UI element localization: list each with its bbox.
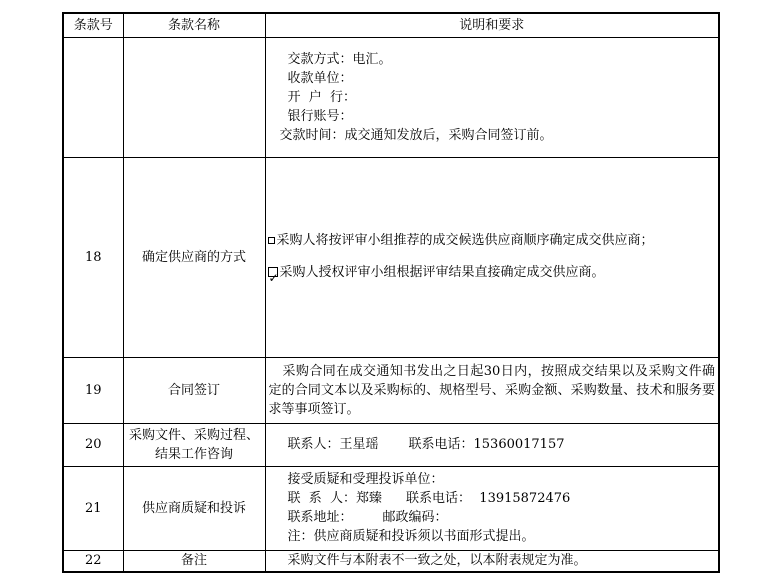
complaint-address-line [274, 508, 716, 527]
contact-phone: 联系电话：15360017157 [408, 437, 565, 452]
contact-line [274, 435, 716, 454]
option-sequential-label: 采购人将按评审小组推荐的成交候选供应商顺序确定成交供应商； [276, 233, 654, 248]
cell-description [265, 466, 719, 550]
bank-account: 银行账号： [287, 108, 353, 124]
complaint-contact-phone: 联系电话： 13915872476 [406, 491, 571, 506]
cell-clause-no: 20 [63, 423, 123, 466]
bank-name: 开 户 行： [287, 89, 357, 105]
cell-clause-name: 备注 [123, 550, 265, 572]
option-sequential[interactable] [268, 225, 716, 257]
contact-person: 联系人：王星瑶 [287, 437, 379, 452]
clause-table [62, 12, 720, 573]
header-clause-no: 条款号 [63, 13, 123, 37]
cell-description [265, 423, 719, 466]
cell-clause-name: 合同签订 [123, 357, 265, 423]
cell-clause-no: 18 [63, 157, 123, 357]
header-description: 说明和要求 [265, 13, 719, 37]
header-row [63, 13, 719, 37]
complaint-contact-person: 联 系 人：郑臻 [287, 491, 383, 506]
cell-clause-name: 确定供应商的方式 [123, 157, 265, 357]
table-row-18 [63, 157, 719, 357]
header-clause-name: 条款名称 [123, 13, 265, 37]
cell-clause-no [63, 37, 123, 157]
cell-clause-name [123, 37, 265, 157]
table-row-22 [63, 550, 719, 572]
cell-clause-name: 供应商质疑和投诉 [123, 466, 265, 550]
option-authorized-label: 采购人授权评审小组根据评审结果直接确定成交供应商。 [279, 265, 605, 280]
cell-clause-name [123, 423, 265, 466]
clause-name-line2: 结果工作咨询 [154, 446, 233, 462]
table-row-payment [63, 37, 719, 157]
cell-clause-no: 21 [63, 466, 123, 550]
checkbox-unchecked-icon[interactable] [268, 237, 275, 244]
cell-description [265, 157, 719, 357]
option-authorized[interactable] [268, 257, 716, 289]
payment-method: 交款方式：电汇。 [287, 51, 392, 67]
payment-time: 交款时间：成交通知发放后，采购合同签订前。 [279, 127, 553, 143]
payee-unit: 收款单位： [287, 70, 353, 86]
cell-description [265, 37, 719, 157]
cell-description: 采购合同在成交通知书发出之日起30日内，按照成交结果以及采购文件确定的合同文本以及采购标的、规格型号、采购金额、采购数量、技术和服务要求等事项签订。 [265, 357, 719, 423]
table-row-20 [63, 423, 719, 466]
table-row-19 [63, 357, 719, 423]
complaint-postcode: 邮政编码： [382, 510, 448, 525]
checkbox-checked-icon[interactable] [268, 267, 278, 277]
complaint-address: 联系地址： [287, 510, 353, 525]
remark-text: 采购文件与本附表不一致之处，以本附表规定为准。 [287, 553, 587, 569]
table-row-21 [63, 466, 719, 550]
complaint-note: 注：供应商质疑和投诉须以书面形式提出。 [287, 529, 535, 544]
complaint-contact-line [274, 489, 716, 508]
cell-clause-no: 19 [63, 357, 123, 423]
cell-description [265, 550, 719, 572]
cell-clause-no: 22 [63, 550, 123, 572]
complaint-unit: 接受质疑和受理投诉单位： [287, 472, 444, 487]
clause-name-line1: 采购文件、采购过程、 [128, 427, 259, 443]
